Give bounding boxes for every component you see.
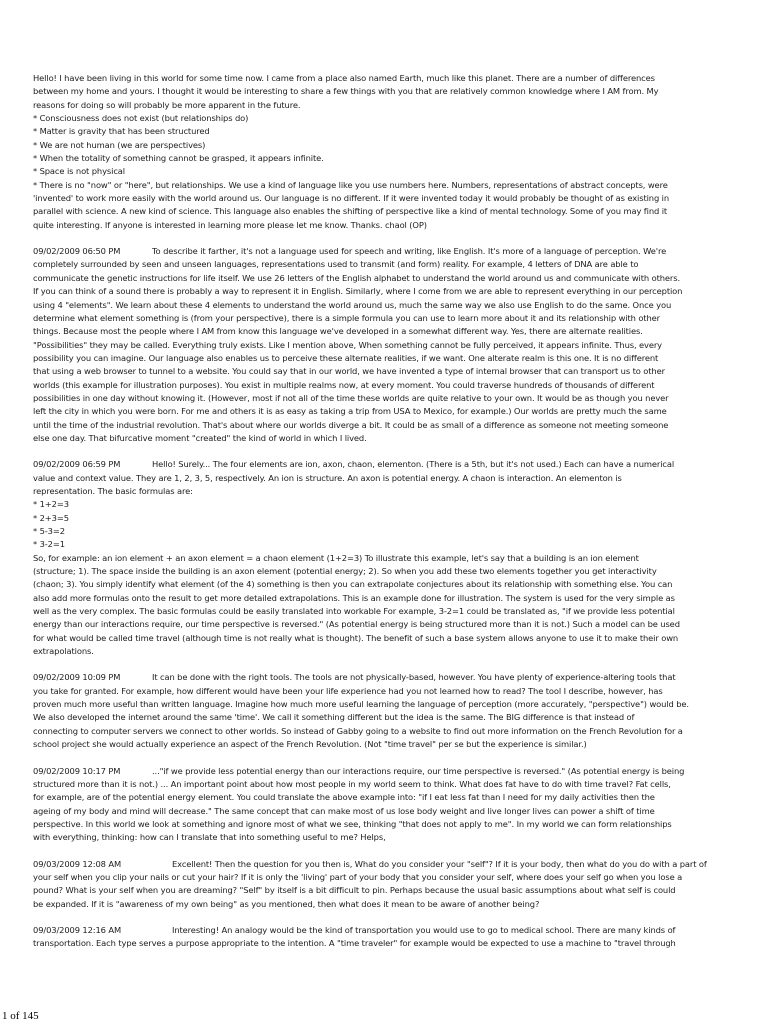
post-entry: [33, 458, 733, 658]
post-line: left the city in which you were born. For me and others it is as easy as taking a trip from USA to Mexico, for example.) Our worlds are pretty much the same: [33, 406, 667, 417]
post-line: If you can think of a sound there is probably a way to represent it in English. Similarly, where I come from we are able to represent everything in our perception: [33, 286, 683, 297]
post-line: communicate the genetic instructions for life itself. We use 26 letters of the English alphabet to understand the world around us and communicate with others.: [33, 272, 680, 283]
post-line: structured more than it is not.) ... An important point about how most people in my world seem to think. What does fat have to do with time travel? Fat cells,: [33, 778, 671, 789]
post-line: possibility you can imagine. Our language also enables us to perceive these alternate realities, if we want. One alterate realm is this one. It is no different: [33, 352, 659, 363]
post-line: * 1+2=3: [33, 499, 69, 510]
post-line: (structure; 1). The space inside the building is an axon element (potential energy; 2). So when you add these two elements together you get interactivity: [33, 566, 657, 577]
post-line: that using a web browser to tunnel to a website. You could say that in our world, we have invented a type of internal browser that can transport us to other: [33, 366, 665, 377]
post-timestamp: 09/03/2009 12:08 AM: [33, 858, 122, 869]
post-line: energy than our interactions require, our time perspective is reversed." (As potential energy is being structured more than it is not.) Such a model can be used: [33, 619, 680, 630]
intro-line: * Matter is gravity that has been structured: [33, 126, 210, 137]
intro-line: * When the totality of something cannot be grasped, it appears infinite.: [33, 153, 324, 164]
post-line: for example, are of the potential energy element. You could translate the above example into: "if I eat less fat than I need for my daily activities then the: [33, 792, 655, 803]
post-first-line: [33, 765, 733, 778]
intro-line: * We are not human (we are perspectives): [33, 139, 206, 150]
post-line: possibilities in one day without knowing it. (However, most if not all of the time these worlds are quite relative to your own. It would be as though you never: [33, 392, 669, 403]
post-line: connecting to computer servers we connect to other worlds. So instead of Gabby going to a website to find out more information on the French Revolution for a: [33, 725, 683, 736]
post-first-line: [33, 671, 733, 684]
intro-line: parallel with science. A new kind of science. This language also enables the shifting of perspective like a kind of mental technology. Some of you may find it: [33, 206, 668, 217]
post-timestamp: 09/02/2009 10:17 PM: [33, 765, 121, 776]
post-line: pound? What is your self when you are dreaming? "Self" by itself is a bit difficult to pin. Perhaps because the usual basic assumptions about what self is could: [33, 885, 676, 896]
post-first-line: [33, 924, 733, 937]
page-indicator: 1 of 145: [2, 1010, 39, 1022]
post-line: extrapolations.: [33, 646, 94, 657]
intro-line: reasons for doing so will probably be more apparent in the future.: [33, 99, 301, 110]
post-entry: [33, 765, 733, 845]
post-text: ..."if we provide less potential energy than our interactions require, our time perspective is reversed." (As potential energy is being: [152, 765, 685, 776]
post-list: [33, 245, 733, 951]
post-line: completely surrounded by seen and unseen languages, representations used to transmit (and form) reality. For example, 4 letters of DNA are able to: [33, 259, 639, 270]
post-first-line: [33, 458, 733, 471]
post-timestamp: 09/02/2009 06:50 PM: [33, 246, 121, 257]
post-entry: [33, 924, 733, 951]
post-timestamp: 09/02/2009 06:59 PM: [33, 459, 121, 470]
post-line: with everything, thinking: how can I translate that into something useful to me? Helps,: [33, 832, 386, 843]
post-line: * 3-2=1: [33, 539, 65, 550]
post-line: else one day. That bifurcative moment "created" the kind of world in which I lived.: [33, 432, 367, 443]
post-line: you take for granted. For example, how different would have been your life experience had you not learned how to read? The tool I describe, however, has: [33, 685, 663, 696]
post-line: "Possibilities" they may be called. Everything truly exists. Like I mention above, When something cannot be fully perceived, it appears infinite. Thus, every: [33, 339, 663, 350]
post-line: transportation. Each type serves a purpose appropriate to the intention. A "time traveler" for example would be expected to use a machine to "travel through: [33, 938, 676, 949]
post-text: It can be done with the right tools. The tools are not physically-based, however. You have plenty of experience-altering tools that: [152, 672, 676, 683]
post-entry: [33, 671, 733, 751]
post-text: Excellent! Then the question for you then is, What do you consider your "self"? If it is your body, then what do you do with a part of: [172, 858, 707, 869]
post-line: representation. The basic formulas are:: [33, 485, 193, 496]
intro-line: between my home and yours. I thought it would be interesting to share a few things with you that are relatively common knowledge where I AM from. My: [33, 86, 659, 97]
post-entry: [33, 245, 733, 445]
post-line: using 4 "elements". We learn about these 4 elements to understand the world around us, much the same way we also use English to do the same. Once you: [33, 299, 672, 310]
post-first-line: [33, 245, 733, 258]
post-entry: [33, 858, 733, 911]
post-text: Hello! Surely... The four elements are ion, axon, chaon, elementon. (There is a 5th, but it's not used.) Each can have a numerical: [152, 459, 675, 470]
post-line: determine what element something is (from your perspective), there is a simple formula you can use to learn more about it and its relationship with other: [33, 312, 660, 323]
post-line: * 5-3=2: [33, 526, 65, 536]
post-line: things. Because most the people where I AM from know this language we've developed in a somewhat different way. Yes, there are alternate realities.: [33, 326, 643, 337]
intro-line: * There is no "now" or "here", but relationships. We use a kind of language like you use numbers here. Numbers, representations of abstract concepts, were: [33, 179, 668, 190]
post-text: Interesting! An analogy would be the kind of transportation you would use to go to medical school. There are many kinds of: [172, 924, 676, 935]
intro-line: Hello! I have been living in this world for some time now. I came from a place also named Earth, much like this planet. There are a number of differences: [33, 73, 655, 83]
post-line: your self when you clip your nails or cut your hair? If it is only the 'living' part of your body that you consider your self, where does your self go when you lose a: [33, 871, 683, 882]
post-line: also add more formulas onto the result to get more detailed extrapolations. This is an example done for illustration. The system is used for the very simple as: [33, 592, 675, 603]
post-line: for what would be called time travel (although time is not really what is thought). The benefit of such a base system allows anyone to use it to make their own: [33, 632, 679, 643]
document-body: [33, 72, 733, 951]
post-line: proven much more useful than written language. Imagine how much more useful learning the language of perception (more accurately, "perspective") would be.: [33, 699, 689, 710]
intro-block: [33, 72, 733, 232]
intro-line: * Space is not physical: [33, 166, 125, 177]
post-line: (chaon; 3). You simply identify what element (of the 4) something is then you can extrapolate conjectures about its relationship with something else. You can: [33, 579, 673, 590]
post-line: perspective. In this world we look at something and ignore most of what we see, thinking "that does not apply to me". In my world we can form relationships: [33, 818, 672, 829]
post-text: To describe it farther, it's not a language used for speech and writing, like English. It's more of a language of perception. We're: [152, 246, 667, 257]
intro-line: 'invented' to work more easily with the world around us. Our language is no different. If it were invented today it would probably be thought of as existing in: [33, 193, 670, 204]
post-line: ageing of my body and mind will decrease." The same concept that can make most of us lose body weight and live longer lives can power a shift of time: [33, 805, 655, 816]
post-line: So, for example: an ion element + an axon element = a chaon element (1+2=3) To illustrate this example, let's say that a building is an ion element: [33, 552, 639, 563]
intro-line: * Consciousness does not exist (but relationships do): [33, 113, 249, 124]
post-timestamp: 09/03/2009 12:16 AM: [33, 924, 122, 935]
post-first-line: [33, 858, 733, 871]
post-line: school project she would actually experience an aspect of the French Revolution. (Not "time travel" per se but the experience is similar.): [33, 739, 587, 750]
post-line: worlds (this example for illustration purposes). You exist in multiple realms now, at every moment. You could traverse hundreds of thousands of different: [33, 379, 655, 390]
post-line: * 2+3=5: [33, 512, 69, 523]
post-line: value and context value. They are 1, 2, 3, 5, respectively. An ion is structure. An axon is potential energy. A chaon is interaction. An elementon is: [33, 472, 622, 483]
post-line: be expanded. If it is "awareness of my own being" as you mentioned, then what does it mean to be aware of another being?: [33, 898, 540, 909]
post-line: until the time of the industrial revolution. That's about where our worlds diverge a bit. It could be as small of a difference as someone not meeting someone: [33, 419, 669, 430]
post-line: well as the very complex. The basic formulas could be easily translated into workable For example, 3-2=1 could be translated as, "if we provide less potential: [33, 606, 675, 617]
post-line: We also developed the internet around the same 'time'. We call it something different but the idea is the same. The BIG difference is that instead of: [33, 712, 635, 723]
post-timestamp: 09/02/2009 10:09 PM: [33, 672, 121, 683]
intro-line: quite interesting. If anyone is interested in learning more please let me know. Thanks. chaol (OP): [33, 219, 427, 230]
